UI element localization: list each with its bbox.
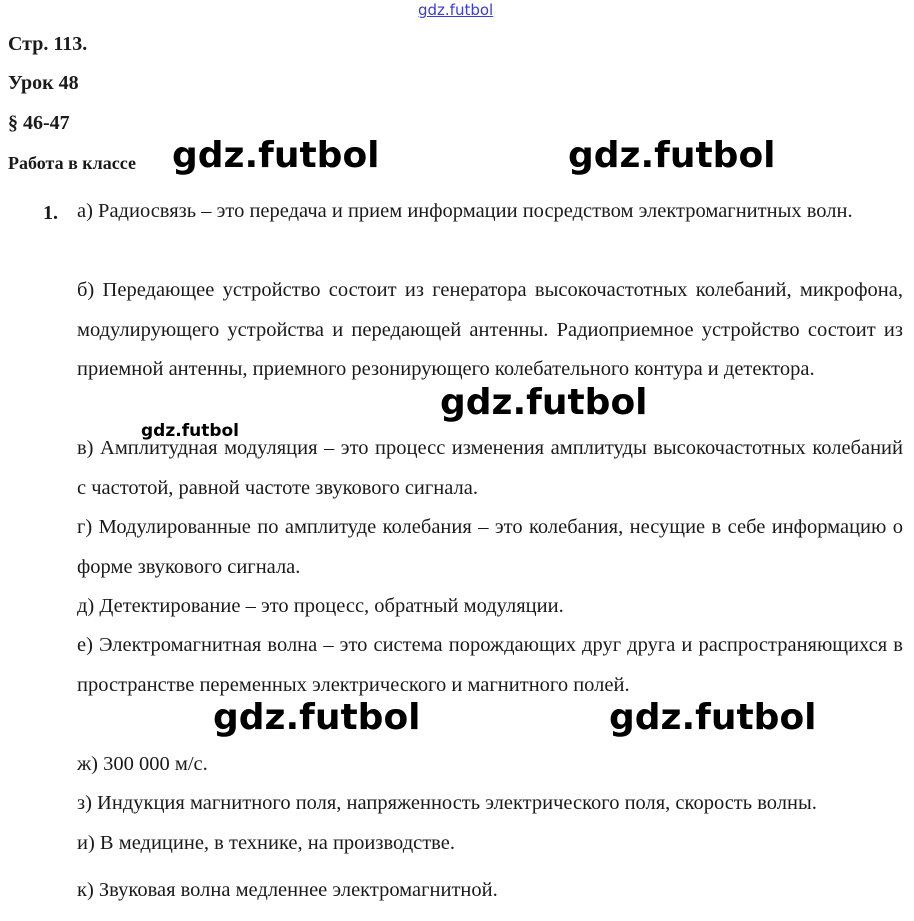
section-ref: § 46-47 xyxy=(8,112,70,134)
task-number: 1. xyxy=(43,202,58,224)
answer-v: в) Амплитудная модуляция – это процесс изменения амплитуды высокочастотных колебаний с частотой, равной частоте звукового сигнала. xyxy=(77,437,903,499)
watermark: gdz.futbol xyxy=(213,697,421,738)
watermark: gdz.futbol xyxy=(568,135,776,176)
answer-a: а) Радиосвязь – это передача и прием информации посредством электромагнитных волн. xyxy=(77,200,853,222)
answer-e: е) Электромагнитная волна – это система порождающих друг друга и распространяющихся в пространстве переменных электрического и магнитного полей. xyxy=(77,634,903,696)
answer-i: и) В медицине, в технике, на производстве. xyxy=(77,832,455,854)
watermark: gdz.futbol xyxy=(440,382,648,423)
watermark-link[interactable]: gdz.futbol xyxy=(418,1,494,19)
answer-g: г) Модулированные по амплитуде колебания – это колебания, несущие в себе информацию о форме звукового сигнала. xyxy=(77,516,903,578)
answer-zh: ж) 300 000 м/с. xyxy=(77,753,208,775)
watermark: gdz.futbol xyxy=(172,135,380,176)
answer-z: з) Индукция магнитного поля, напряженность электрического поля, скорость волны. xyxy=(77,792,817,814)
watermark: gdz.futbol xyxy=(141,421,239,441)
watermark: gdz.futbol xyxy=(609,697,817,738)
answer-k: к) Звуковая волна медленнее электромагнитной. xyxy=(77,879,498,901)
page-number: Стр. 113. xyxy=(8,33,88,55)
work-heading: Работа в классе xyxy=(8,153,136,173)
lesson-title: Урок 48 xyxy=(8,72,79,94)
answer-b: б) Передающее устройство состоит из генератора высокочастотных колебаний, микрофона, модулирующего устройства и передающей антенны. Радиоприемное устройство состоит из приемной антенны, приемного резонирующего колебательного контура и детектора. xyxy=(77,279,903,380)
answer-d: д) Детектирование – это процесс, обратный модуляции. xyxy=(77,595,564,617)
